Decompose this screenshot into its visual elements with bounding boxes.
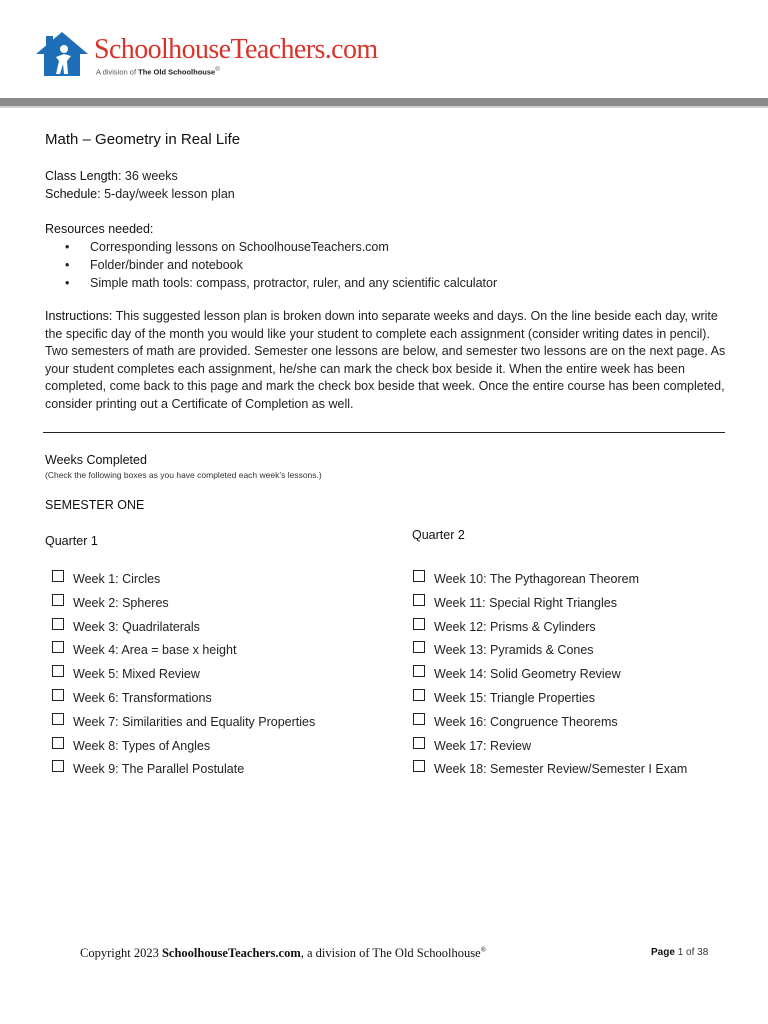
- header-divider-bar: [0, 98, 768, 106]
- quarter-1-heading: Quarter 1: [45, 534, 98, 548]
- header-divider-shadow: [0, 106, 768, 108]
- instructions-paragraph: [45, 308, 735, 414]
- week-checkbox[interactable]: [52, 713, 64, 725]
- week-checkbox[interactable]: [413, 641, 425, 653]
- class-length-value: 36 weeks: [124, 169, 178, 183]
- week-checkbox[interactable]: [413, 665, 425, 677]
- week-checkbox[interactable]: [413, 713, 425, 725]
- page-title: Math – Geometry in Real Life: [45, 131, 241, 148]
- week-checkbox[interactable]: [52, 760, 64, 772]
- week-checkbox[interactable]: [52, 641, 64, 653]
- instructions-label: Instructions:: [45, 309, 113, 323]
- list-item: • Simple math tools: compass, protractor, ruler, and any scientific calculator: [65, 276, 498, 290]
- weeks-completed-heading: Weeks Completed: [45, 453, 147, 467]
- class-length-label: Class Length:: [45, 169, 122, 183]
- week-checkbox[interactable]: [52, 737, 64, 749]
- week-checkbox[interactable]: [413, 760, 425, 772]
- class-length: [45, 169, 178, 183]
- list-item: • Corresponding lessons on SchoolhouseTeachers.com: [65, 240, 389, 254]
- resources-list: [60, 238, 497, 292]
- semester-heading: SEMESTER ONE: [45, 498, 145, 512]
- schedule: [45, 187, 235, 201]
- week-checkbox[interactable]: [52, 594, 64, 606]
- resources-heading: Resources needed:: [45, 222, 154, 236]
- instructions-text: This suggested lesson plan is broken down into separate weeks and days. On the line beside each day, write the specific day of the month you would like your student to complete each assignment (consider writing dates in pencil). Two semesters of math are provided. Semester one lessons are below, and semester two lessons are on the next page. As your student completes each assignment, he/she can mark the check box beside it. When the entire week has been completed, come back to this page and mark the check box beside that week. Once the entire course has been completed, consider printing out a Certificate of Completion as well.: [45, 309, 726, 411]
- house-logo-icon: [34, 30, 90, 78]
- week-checkbox[interactable]: [413, 737, 425, 749]
- logo-wordmark: SchoolhouseTeachers.com: [94, 34, 378, 65]
- page-number: Page 1 of 38: [651, 947, 709, 958]
- week-checkbox[interactable]: [413, 594, 425, 606]
- week-checkbox[interactable]: [413, 618, 425, 630]
- quarter-2-heading: Quarter 2: [412, 528, 465, 542]
- week-checkbox[interactable]: [52, 570, 64, 582]
- week-checkbox[interactable]: [52, 665, 64, 677]
- footer-copyright: Copyright 2023 SchoolhouseTeachers.com, a division of The Old Schoolhouse®: [80, 946, 487, 961]
- list-item: • Folder/binder and notebook: [65, 258, 243, 272]
- logo-tagline: A division of The Old Schoolhouse®: [96, 66, 220, 77]
- section-divider: [43, 432, 725, 433]
- week-checkbox[interactable]: [52, 618, 64, 630]
- schedule-value: 5-day/week lesson plan: [104, 187, 235, 201]
- schedule-label: Schedule:: [45, 187, 101, 201]
- brand-logo: [34, 30, 414, 78]
- week-checkbox[interactable]: [413, 570, 425, 582]
- weeks-completed-note: (Check the following boxes as you have completed each week’s lessons.): [45, 470, 322, 480]
- week-checkbox[interactable]: [413, 689, 425, 701]
- week-checkbox[interactable]: [52, 689, 64, 701]
